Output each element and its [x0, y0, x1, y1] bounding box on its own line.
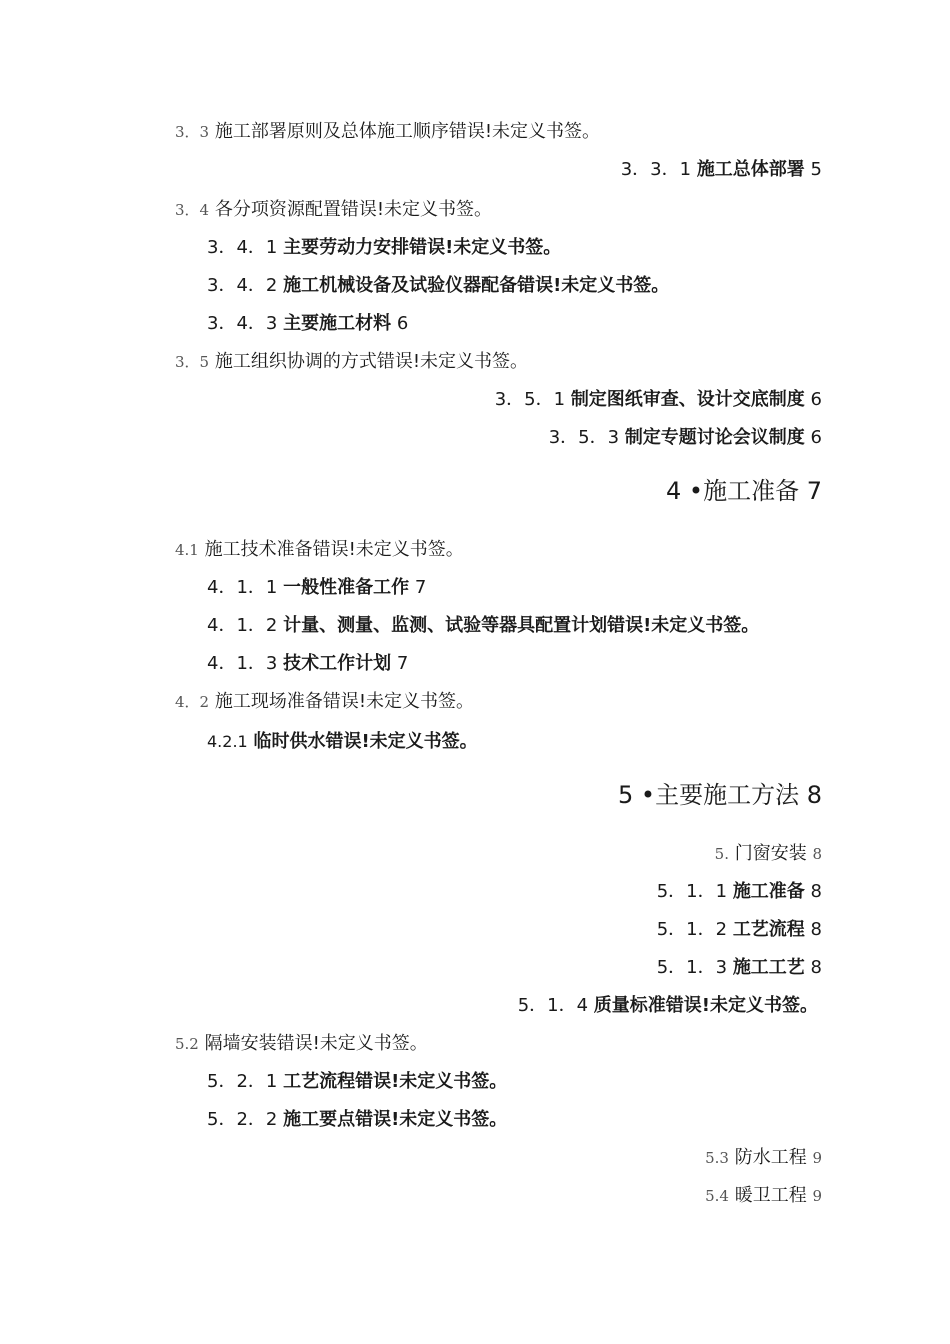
toc-title: 工艺流程 — [732, 919, 805, 940]
toc-title: 一般性准备工作 — [283, 577, 410, 598]
toc-title: 施工总体部署 — [696, 159, 805, 180]
toc-page-number: 5 — [810, 159, 822, 180]
toc-title: 施工要点错误!未定义书签。 — [283, 1109, 508, 1130]
toc-page-number: 8 — [810, 957, 822, 978]
toc-title: 工艺流程错误!未定义书签。 — [283, 1071, 508, 1092]
toc-title: 隔墙安装错误!未定义书签。 — [204, 1033, 428, 1054]
toc-number: 5．2．1 — [207, 1071, 278, 1092]
toc-entry-5-1-1[interactable] — [657, 880, 822, 904]
toc-number: 4．2 — [175, 693, 210, 711]
toc-entry-3-5[interactable] — [175, 350, 528, 374]
toc-title: 计量、测量、监测、试验等器具配置计划错误!未定义书签。 — [283, 615, 760, 636]
toc-entry-5-1[interactable] — [715, 842, 822, 866]
toc-number: 3．4 — [175, 201, 210, 219]
toc-entry-5-2[interactable] — [175, 1032, 428, 1056]
toc-number: 4．1．2 — [207, 615, 278, 636]
toc-entry-3-4-2[interactable] — [207, 274, 669, 298]
toc-title: 主要劳动力安排错误!未定义书签。 — [283, 237, 562, 258]
toc-title: •主要施工方法 — [640, 781, 800, 809]
toc-number: 5．2．2 — [207, 1109, 278, 1130]
toc-entry-4-2[interactable] — [175, 690, 474, 714]
toc-entry-5-4[interactable] — [705, 1184, 822, 1208]
toc-page-number: 6 — [810, 389, 822, 410]
toc-page-number: 9 — [812, 1187, 822, 1205]
toc-title: 临时供水错误!未定义书签。 — [253, 731, 478, 752]
toc-title: 质量标准错误!未定义书签。 — [593, 995, 818, 1016]
toc-page-number: 7 — [414, 577, 427, 598]
toc-title: 技术工作计划 — [283, 653, 392, 674]
toc-entry-3-4-3[interactable] — [207, 312, 408, 336]
toc-title: 施工准备 — [732, 881, 805, 902]
toc-page-number: 8 — [810, 919, 822, 940]
toc-title: 各分项资源配置错误!未定义书签。 — [214, 199, 493, 220]
toc-entry-4-1-3[interactable] — [207, 652, 408, 676]
toc-entry-3-5-1[interactable] — [495, 388, 822, 412]
toc-page-number: 8 — [812, 845, 822, 863]
toc-number: 4 — [666, 477, 682, 505]
toc-page-number: 8 — [810, 881, 822, 902]
toc-number: 3．4．1 — [207, 237, 278, 258]
toc-number: 3．3 — [175, 123, 210, 141]
toc-number: 5.3 — [705, 1149, 729, 1167]
toc-page-number: 6 — [396, 313, 409, 334]
toc-number: 4.1 — [175, 541, 199, 559]
toc-entry-5-3[interactable] — [705, 1146, 822, 1170]
toc-page-number: 6 — [810, 427, 822, 448]
toc-number: 4．1．3 — [207, 653, 278, 674]
toc-page-number: 7 — [806, 477, 822, 505]
toc-entry-4-1-1[interactable] — [207, 576, 426, 600]
toc-page-number: 8 — [806, 781, 822, 809]
toc-entry-3-3[interactable] — [175, 120, 600, 144]
toc-entry-5-2-1[interactable] — [207, 1070, 507, 1094]
toc-entry-5-2-2[interactable] — [207, 1108, 507, 1132]
toc-chapter-5[interactable] — [618, 780, 822, 810]
toc-number: 5.2 — [175, 1035, 199, 1053]
toc-number: 5.4 — [705, 1187, 729, 1205]
toc-number: 3．5 — [175, 353, 210, 371]
toc-number: 4.2.1 — [207, 732, 248, 751]
toc-number: 3．5．1 — [494, 389, 566, 410]
toc-title: 制定专题讨论会议制度 — [624, 427, 805, 448]
toc-title: 门窗安装 — [734, 843, 807, 864]
toc-number: 5．1．3 — [656, 957, 728, 978]
toc-number: 3．5．3 — [548, 427, 620, 448]
toc-title: 施工机械设备及试验仪器配备错误!未定义书签。 — [283, 275, 670, 296]
toc-entry-3-4-1[interactable] — [207, 236, 561, 260]
toc-number: 4．1．1 — [207, 577, 278, 598]
toc-title: 施工部署原则及总体施工顺序错误!未定义书签。 — [214, 121, 601, 142]
toc-entry-4-1[interactable] — [175, 538, 464, 562]
toc-chapter-4[interactable] — [666, 476, 822, 506]
toc-title: 施工技术准备错误!未定义书签。 — [204, 539, 464, 560]
toc-number: 5．1．1 — [656, 881, 728, 902]
toc-entry-3-4[interactable] — [175, 198, 492, 222]
toc-entry-5-1-4[interactable] — [518, 994, 818, 1018]
toc-number: 3．4．2 — [207, 275, 278, 296]
toc-title: •施工准备 — [688, 477, 800, 505]
toc-entry-4-2-1[interactable] — [207, 730, 478, 754]
toc-number: 5．1．2 — [656, 919, 728, 940]
toc-title: 防水工程 — [734, 1147, 807, 1168]
toc-title: 施工组织协调的方式错误!未定义书签。 — [214, 351, 529, 372]
toc-number: 5. — [714, 845, 729, 863]
toc-title: 施工现场准备错误!未定义书签。 — [214, 691, 475, 712]
toc-number: 3．3．1 — [620, 159, 692, 180]
toc-title: 施工工艺 — [732, 957, 805, 978]
toc-entry-3-5-3[interactable] — [549, 426, 822, 450]
toc-number: 5 — [618, 781, 634, 809]
toc-entry-4-1-2[interactable] — [207, 614, 759, 638]
toc-entry-3-3-1[interactable] — [621, 158, 822, 182]
toc-page-number: 9 — [812, 1149, 822, 1167]
toc-number: 5．1．4 — [517, 995, 589, 1016]
toc-title: 主要施工材料 — [283, 313, 392, 334]
toc-entry-5-1-2[interactable] — [657, 918, 822, 942]
toc-entry-5-1-3[interactable] — [657, 956, 822, 980]
toc-number: 3．4．3 — [207, 313, 278, 334]
toc-title: 制定图纸审查、设计交底制度 — [570, 389, 805, 410]
toc-title: 暖卫工程 — [734, 1185, 807, 1206]
toc-page-number: 7 — [396, 653, 409, 674]
